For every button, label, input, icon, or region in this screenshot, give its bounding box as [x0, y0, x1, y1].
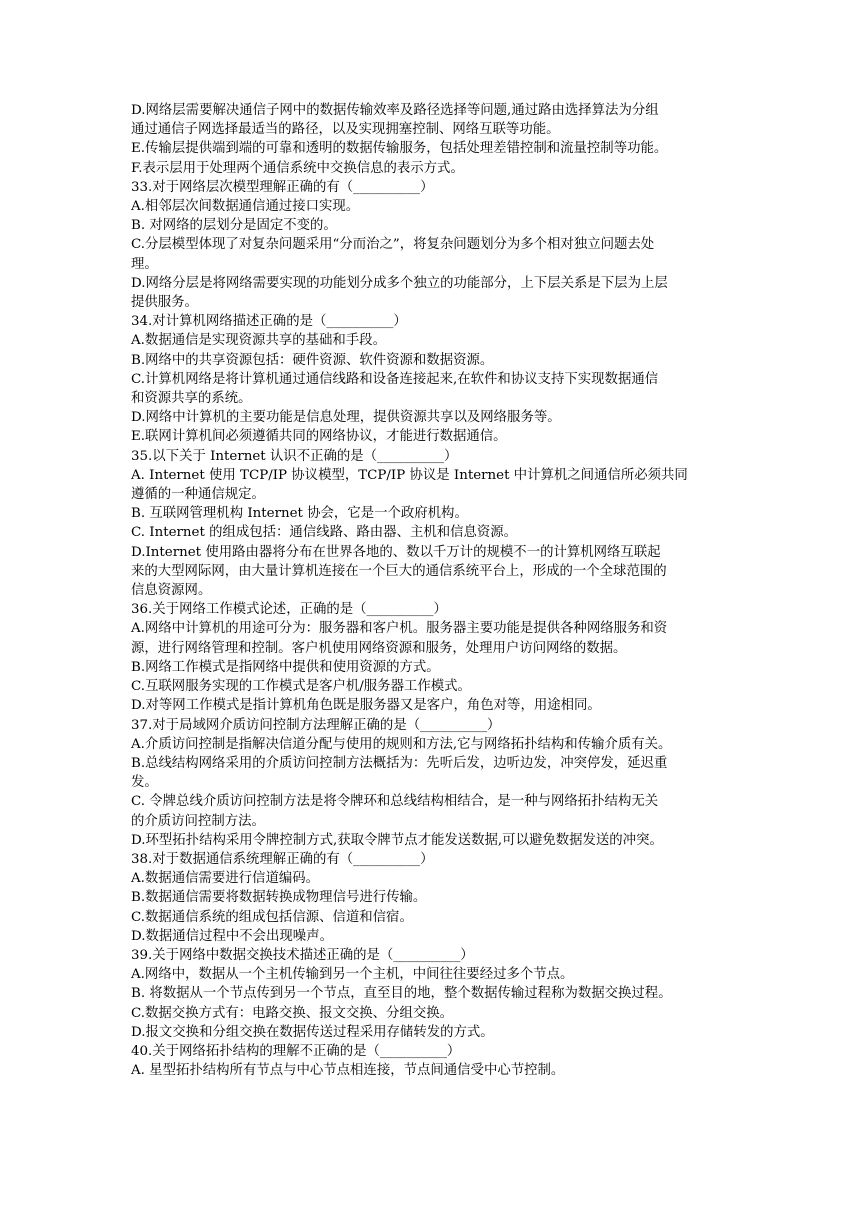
- question-34-option-d: D.网络中计算机的主要功能是信息处理，提供资源共享以及网络服务等。: [131, 410, 561, 426]
- question-36-option-a: A.网络中计算机的用途可分为：服务器和客户机。服务器主要功能是提供各种网络服务和资: [131, 621, 668, 637]
- question-37-option-a: A.介质访问控制是指解决信道分配与使用的规则和方法,它与网络拓扑结构和传输介质有关。: [131, 736, 672, 752]
- question-39-title: 39.关于网络中数据交换技术描述正确的是（__________）: [131, 947, 474, 963]
- document-page: [131, 101, 731, 1080]
- text-line: 源，进行网络管理和控制。客户机使用网络资源和服务，处理用户访问网络的数据。: [131, 640, 627, 656]
- question-35-title: 35.以下关于 Internet 认识不正确的是（__________）: [131, 448, 458, 464]
- question-36-title: 36.关于网络工作模式论述，正确的是（__________）: [131, 602, 447, 618]
- question-34-option-c: C.计算机网络是将计算机通过通信线路和设备连接起来,在软件和协议支持下实现数据通信: [131, 371, 659, 387]
- question-36-option-b: B.网络工作模式是指网络中提供和使用资源的方式。: [131, 659, 440, 675]
- question-36-option-d: D.对等网工作模式是指计算机角色既是服务器又是客户，角色对等，用途相同。: [131, 698, 601, 714]
- question-33-option-a: A.相邻层次间数据通信通过接口实现。: [131, 199, 360, 215]
- text-line: 来的大型网际网，由大量计算机连接在一个巨大的通信系统平台上，形成的一个全球范围的: [131, 563, 667, 579]
- question-35-option-c: C. Internet 的组成包括：通信线路、路由器、主机和信息资源。: [131, 525, 518, 541]
- question-35-option-b: B. 互联网管理机构 Internet 协会，它是一个政府机构。: [131, 506, 468, 522]
- question-34-option-a: A.数据通信是实现资源共享的基础和手段。: [131, 333, 386, 349]
- question-37-option-d: D.环型拓扑结构采用令牌控制方式,获取令牌节点才能发送数据,可以避免数据发送的冲突。: [131, 832, 663, 848]
- question-40-option-a: A. 星型拓扑结构所有节点与中心节点相连接，节点间通信受中心节控制。: [131, 1063, 565, 1079]
- question-37-option-b: B.总线结构网络采用的介质访问控制方法概括为：先听后发，边听边发，冲突停发，延迟重: [131, 755, 668, 771]
- text-line: 提供服务。: [131, 295, 198, 311]
- question-35-option-a: A. Internet 使用 TCP/IP 协议模型，TCP/IP 协议是 Internet 中计算机之间通信所必须共同: [131, 467, 688, 483]
- text-line: 理。: [131, 256, 158, 272]
- question-39-option-b: B. 将数据从一个节点传到另一个节点，直至目的地，整个数据传输过程称为数据交换过程。: [131, 986, 672, 1002]
- text-line: 遵循的一种通信规定。: [131, 487, 265, 503]
- question-35-option-d: D.Internet 使用路由器将分布在世界各地的、数以千万计的规模不一的计算机网络互联起: [131, 544, 661, 560]
- question-39-option-a: A.网络中，数据从一个主机传输到另一个主机，中间往往要经过多个节点。: [131, 967, 574, 983]
- question-34-option-e: E.联网计算机间必须遵循共同的网络协议，才能进行数据通信。: [131, 429, 507, 445]
- question-40-title: 40.关于网络拓扑结构的理解不正确的是（__________）: [131, 1043, 461, 1059]
- question-37-title: 37.对于局域网介质访问控制方法理解正确的是（__________）: [131, 717, 501, 733]
- question-34-title: 34.对计算机网络描述正确的是（__________）: [131, 314, 407, 330]
- text-line: 的介质访问控制方法。: [131, 813, 265, 829]
- text-line: D.网络层需要解决通信子网中的数据传输效率及路径选择等问题,通过路由选择算法为分组: [131, 103, 659, 118]
- question-38-option-a: A.数据通信需要进行信道编码。: [131, 871, 320, 887]
- question-36-option-c: C.互联网服务实现的工作模式是客户机/服务器工作模式。: [131, 679, 471, 695]
- text-line: 通过通信子网选择最适当的路径，以及实现拥塞控制、网络互联等功能。: [131, 122, 560, 138]
- question-39-option-c: C.数据交换方式有：电路交换、报文交换、分组交换。: [131, 1005, 454, 1021]
- question-33-option-d: D.网络分层是将网络需要实现的功能划分成多个独立的功能部分，上下层关系是下层为上层: [131, 275, 668, 291]
- question-39-option-d: D.报文交换和分组交换在数据传送过程采用存储转发的方式。: [131, 1024, 494, 1040]
- question-33-option-b: B. 对网络的层划分是固定不变的。: [131, 218, 337, 234]
- question-37-option-c: C. 令牌总线介质访问控制方法是将令牌环和总线结构相结合，是一种与网络拓扑结构无关: [131, 794, 659, 810]
- question-38-option-c: C.数据通信系统的组成包括信源、信道和信宿。: [131, 909, 413, 925]
- text-line: 和资源共享的系统。: [131, 391, 252, 407]
- question-38-option-b: B.数据通信需要将数据转换成物理信号进行传输。: [131, 890, 427, 906]
- question-38-option-d: D.数据通信过程中不会出现噪声。: [131, 928, 333, 944]
- question-34-option-b: B.网络中的共享资源包括：硬件资源、软件资源和数据资源。: [131, 352, 494, 368]
- text-line: 信息资源网。: [131, 583, 212, 599]
- question-33-title: 33.对于网络层次模型理解正确的有（__________）: [131, 179, 434, 195]
- text-line: 发。: [131, 775, 158, 791]
- text-line: E.传输层提供端到端的可靠和透明的数据传输服务，包括处理差错控制和流量控制等功能。: [131, 141, 668, 157]
- text-line: F.表示层用于处理两个通信系统中交换信息的表示方式。: [131, 160, 464, 176]
- question-33-option-c: C.分层模型体现了对复杂问题采用“分而治之”，将复杂问题划分为多个相对独立问题去处: [131, 237, 655, 253]
- question-38-title: 38.对于数据通信系统理解正确的有（__________）: [131, 851, 434, 867]
